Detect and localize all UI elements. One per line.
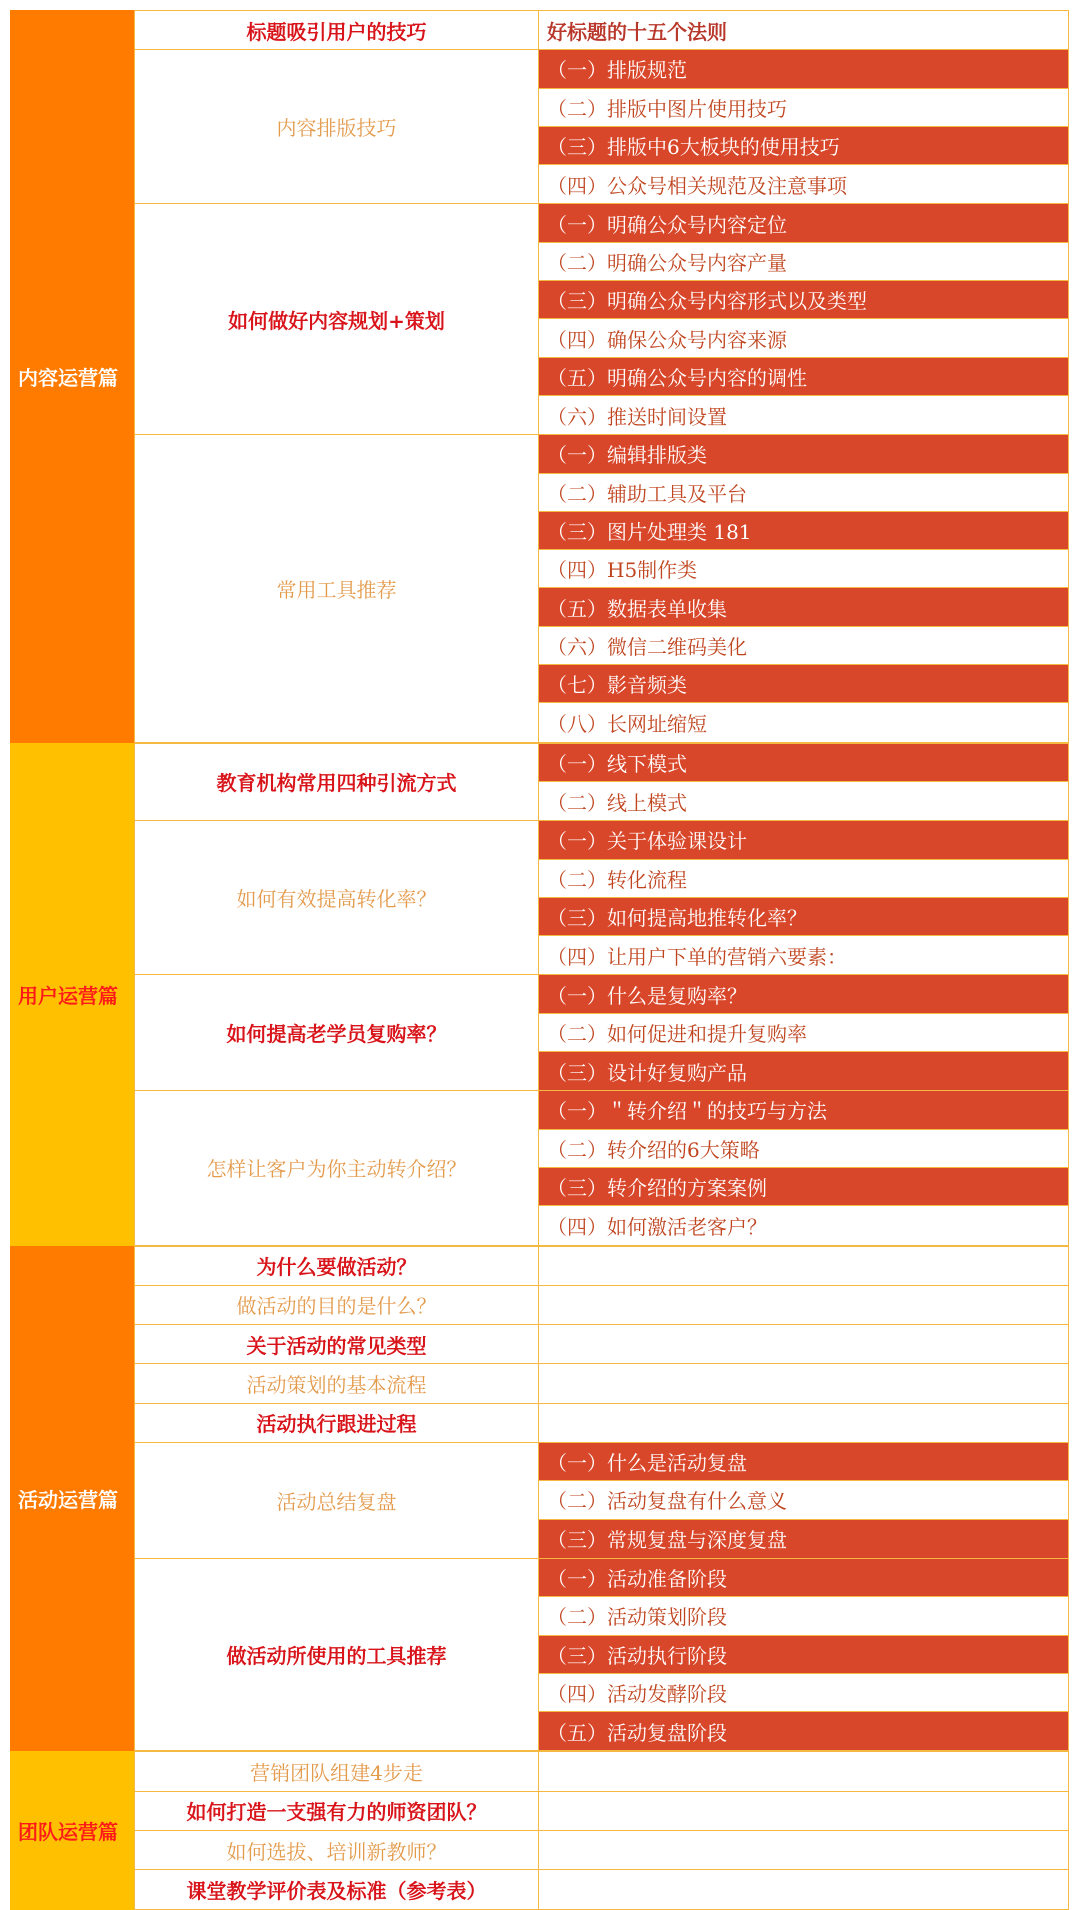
topic-title: 如何有效提高转化率？: [134, 821, 539, 974]
subtopic-item: （二）明确公众号内容产量: [539, 243, 1068, 281]
topic-title: 教育机构常用四种引流方式: [134, 744, 539, 821]
topic-title: 活动策划的基本流程: [134, 1364, 539, 1402]
empty-cell: [539, 1404, 1068, 1442]
subtopic-item: （三）常规复盘与深度复盘: [539, 1520, 1068, 1558]
subtopic-item: （一）什么是活动复盘: [539, 1443, 1068, 1481]
section-title: 团队运营篇: [10, 1751, 134, 1909]
subtopic-list: [539, 1870, 1069, 1908]
empty-cell: [539, 1247, 1068, 1285]
empty-cell: [539, 1325, 1068, 1363]
subtopic-item: （四）确保公众号内容来源: [539, 319, 1068, 357]
topic-group: [134, 743, 1069, 822]
subtopic-item: （四）H5制作类: [539, 550, 1068, 588]
topic-group: [134, 1091, 1069, 1245]
subtopic-item: （五）活动复盘阶段: [539, 1712, 1068, 1750]
subtopic-item: （一）线下模式: [539, 744, 1068, 782]
subtopic-item: （六）微信二维码美化: [539, 627, 1068, 665]
topic-title: 课堂教学评价表及标准（参考表）: [134, 1870, 539, 1908]
topic-title: 标题吸引用户的技巧: [134, 11, 539, 49]
subtopic-item: （三）图片处理类 181: [539, 512, 1068, 550]
topic-title: 如何打造一支强有力的师资团队？: [134, 1792, 539, 1830]
subtopic-item: （二）转介绍的6大策略: [539, 1130, 1068, 1168]
topic-title: 做活动的目的是什么？: [134, 1286, 539, 1324]
empty-cell: [539, 1752, 1068, 1790]
subtopic-list: [539, 1559, 1069, 1751]
subtopic-item: （五）数据表单收集: [539, 588, 1068, 626]
subtopic-item: （三）如何提高地推转化率？: [539, 898, 1068, 936]
subtopic-item: （二）活动策划阶段: [539, 1597, 1068, 1635]
subtopic-item: （七）影音频类: [539, 665, 1068, 703]
section: [10, 743, 1069, 1246]
topic-group: [134, 1792, 1069, 1831]
topic-title: 如何做好内容规划+策划: [134, 204, 539, 434]
subtopic-item: （一）编辑排版类: [539, 435, 1068, 473]
topic-title: 内容排版技巧: [134, 50, 539, 203]
subtopic-item: （八）长网址缩短: [539, 703, 1068, 741]
subtopic-item: （二）线上模式: [539, 782, 1068, 820]
subtopic-item: （四）让用户下单的营销六要素：: [539, 936, 1068, 974]
subtopic-list: [539, 744, 1069, 821]
topic-group: [134, 1286, 1069, 1325]
topic-group: [134, 204, 1069, 435]
subtopic-list: [539, 1091, 1069, 1244]
section: [10, 1246, 1069, 1752]
subtopic-item: （二）活动复盘有什么意义: [539, 1481, 1068, 1519]
topic-group: [134, 821, 1069, 975]
subtopic-list: [539, 50, 1069, 203]
topic-group: [134, 1870, 1069, 1909]
section-title: 活动运营篇: [10, 1246, 134, 1752]
topic-title: 如何选拔、培训新教师？: [134, 1831, 539, 1869]
topic-group: [134, 1443, 1069, 1559]
subtopic-item: （二）辅助工具及平台: [539, 474, 1068, 512]
subtopic-item: （四）公众号相关规范及注意事项: [539, 165, 1068, 203]
subtopic-item: （一）明确公众号内容定位: [539, 204, 1068, 242]
topic-title: 关于活动的常见类型: [134, 1325, 539, 1363]
topic-group: [134, 50, 1069, 204]
topic-group: [134, 1751, 1069, 1791]
subtopic-item: （三）活动执行阶段: [539, 1636, 1068, 1674]
subtopic-list: [539, 1792, 1069, 1830]
subtopic-list: [539, 1752, 1069, 1790]
subtopic-list: [539, 1325, 1069, 1363]
section-groups: [134, 1246, 1069, 1752]
section-title: 用户运营篇: [10, 743, 134, 1246]
topic-title: 做活动所使用的工具推荐: [134, 1559, 539, 1751]
empty-cell: [539, 1831, 1068, 1869]
topic-group: [134, 435, 1069, 742]
subtopic-item: 好标题的十五个法则: [539, 11, 1068, 49]
topic-group: [134, 1364, 1069, 1403]
topic-title: 怎样让客户为你主动转介绍？: [134, 1091, 539, 1244]
section-title: 内容运营篇: [10, 10, 134, 743]
topic-group: [134, 1325, 1069, 1364]
empty-cell: [539, 1792, 1068, 1830]
subtopic-item: （二）转化流程: [539, 860, 1068, 898]
topic-group: [134, 1404, 1069, 1443]
subtopic-list: [539, 1364, 1069, 1402]
subtopic-list: [539, 821, 1069, 974]
empty-cell: [539, 1364, 1068, 1402]
subtopic-list: [539, 435, 1069, 741]
subtopic-list: [539, 1831, 1069, 1869]
subtopic-item: （六）推送时间设置: [539, 396, 1068, 434]
section: [10, 1751, 1069, 1909]
section: [10, 10, 1069, 743]
subtopic-list: [539, 1286, 1069, 1324]
section-groups: [134, 10, 1069, 743]
subtopic-item: （三）明确公众号内容形式以及类型: [539, 281, 1068, 319]
topic-group: [134, 1831, 1069, 1870]
topic-group: [134, 1559, 1069, 1752]
outline-table: [10, 10, 1069, 1910]
empty-cell: [539, 1870, 1068, 1908]
subtopic-list: [539, 11, 1069, 49]
subtopic-item: （三）排版中6大板块的使用技巧: [539, 127, 1068, 165]
topic-title: 如何提高老学员复购率？: [134, 975, 539, 1090]
subtopic-list: [539, 1404, 1069, 1442]
topic-title: 活动总结复盘: [134, 1443, 539, 1558]
subtopic-list: [539, 204, 1069, 434]
subtopic-list: [539, 1443, 1069, 1558]
subtopic-list: [539, 1247, 1069, 1285]
topic-group: [134, 1246, 1069, 1286]
topic-group: [134, 10, 1069, 50]
empty-cell: [539, 1286, 1068, 1324]
subtopic-list: [539, 975, 1069, 1090]
subtopic-item: （三）设计好复购产品: [539, 1052, 1068, 1090]
section-groups: [134, 743, 1069, 1246]
subtopic-item: （五）明确公众号内容的调性: [539, 358, 1068, 396]
subtopic-item: （一）排版规范: [539, 50, 1068, 88]
subtopic-item: （一）什么是复购率？: [539, 975, 1068, 1013]
subtopic-item: （二）如何促进和提升复购率: [539, 1014, 1068, 1052]
subtopic-item: （一）活动准备阶段: [539, 1559, 1068, 1597]
topic-title: 为什么要做活动？: [134, 1247, 539, 1285]
subtopic-item: （四）活动发酵阶段: [539, 1674, 1068, 1712]
topic-title: 营销团队组建4步走: [134, 1752, 539, 1790]
section-groups: [134, 1751, 1069, 1909]
topic-group: [134, 975, 1069, 1091]
subtopic-item: （二）排版中图片使用技巧: [539, 89, 1068, 127]
subtopic-item: （一）＂转介绍＂的技巧与方法: [539, 1091, 1068, 1129]
subtopic-item: （四）如何激活老客户？: [539, 1206, 1068, 1244]
subtopic-item: （三）转介绍的方案案例: [539, 1168, 1068, 1206]
topic-title: 活动执行跟进过程: [134, 1404, 539, 1442]
topic-title: 常用工具推荐: [134, 435, 539, 741]
subtopic-item: （一）关于体验课设计: [539, 821, 1068, 859]
